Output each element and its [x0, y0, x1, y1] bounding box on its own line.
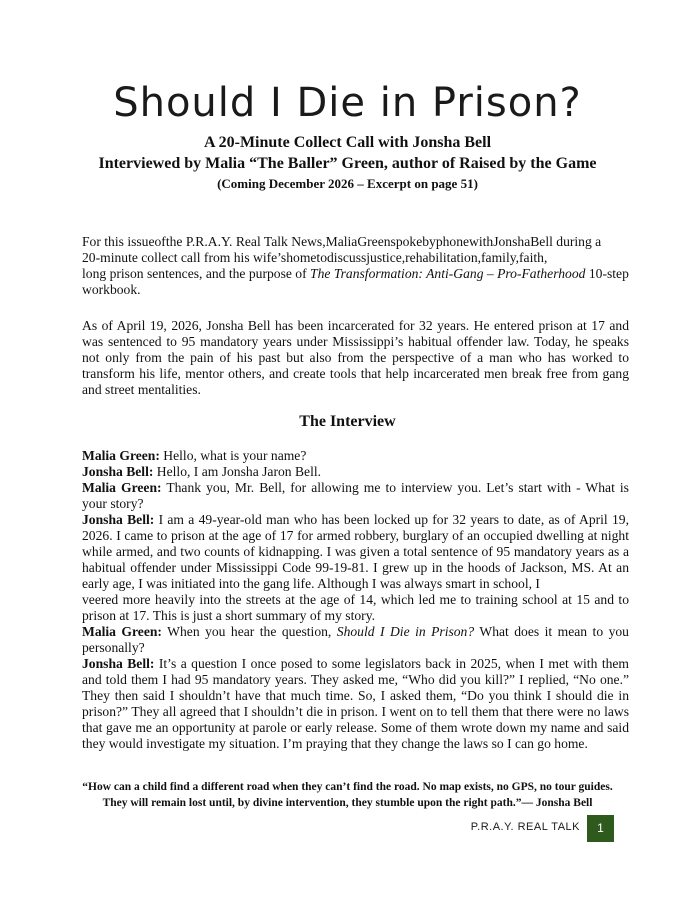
speaker-label: Malia Green:	[82, 448, 160, 463]
question-title: Should I Die in Prison?	[336, 624, 475, 639]
interview-turn	[82, 464, 629, 480]
speaker-label: Malia Green:	[82, 480, 162, 495]
section-heading: The Interview	[299, 413, 396, 430]
intro-line-2: 20-minute collect call from his wife’shometodiscussjustice,rehabilitation,family,faith,	[82, 250, 548, 265]
intro-line-1: For this issueofthe P.R.A.Y. Real Talk News,MaliaGreenspokebyphonewithJonshaBell during a	[82, 234, 602, 249]
intro-line-3-post: 10-step workbook.	[82, 266, 629, 297]
turn-text: What does it mean to you personally?	[82, 624, 629, 655]
interview-transcript	[82, 448, 629, 752]
quote-line-2: They will remain lost until, by divine intervention, they stumble upon the right path.”— Jonsha Bell	[102, 797, 593, 809]
byline: Interviewed by Malia “The Baller” Green, author of Raised by the Game	[98, 155, 597, 172]
interview-turn	[82, 448, 629, 464]
interview-turn	[82, 624, 629, 656]
quote-line-1: “How can a child find a different road when they can’t find the road. No map exists, no GPS, no tour guides.	[82, 781, 613, 793]
intro-line-3-pre: long prison sentences, and the purpose of	[82, 266, 311, 281]
interview-turn-continued: veered more heavily into the streets at the age of 14, which led me to training school at 15 and to prison at 17. This is just a short summary of my story.	[82, 592, 629, 623]
background-paragraph: As of April 19, 2026, Jonsha Bell has been incarcerated for 32 years. He entered prison at 17 and was sentenced to 95 mandatory years under Mississippi’s habitual offender law. Today, he speaks not only from the pain of his past but also from the perspective of a man who has worked to transform his life, mentor others, and create tools that help incarcerated men break free from gang and street mentalities.	[82, 318, 629, 397]
page-number-badge: 1	[587, 815, 614, 842]
speaker-label: Jonsha Bell:	[82, 512, 155, 527]
interview-turn	[82, 512, 629, 592]
turn-text: Hello, I am Jonsha Jaron Bell.	[153, 464, 322, 479]
speaker-label: Jonsha Bell:	[82, 656, 155, 671]
page-title: Should I Die in Prison?	[113, 80, 582, 126]
turn-text: I am a 49-year-old man who has been locked up for 32 years to date, as of April 19, 2026. I came to prison at the age of 17 for armed robbery, burglary of an occupied dwelling at night while armed, and two counts of kidnapping. I was given a total sentence of 95 mandatory years as a habitual offender under Mississippi Code 99-19-81. I grew up in the hoods of Jackson, MS. At an early age, I was initiated into the gang life. Although I was always smart in school, I	[82, 512, 629, 591]
intro-line-3	[82, 266, 629, 298]
interview-turn	[82, 656, 629, 752]
subtitle-block	[0, 132, 695, 193]
speaker-label: Jonsha Bell:	[82, 464, 154, 479]
workbook-title: The Transformation: Anti-Gang – Pro-Fatherhood	[310, 266, 586, 281]
intro-paragraph	[82, 234, 629, 298]
turn-text: When you hear the question,	[161, 624, 337, 639]
turn-text: Hello, what is your name?	[159, 448, 307, 463]
subtitle: A 20-Minute Collect Call with Jonsha Bell	[203, 134, 492, 151]
turn-text: It’s a question I once posed to some legislators back in 2025, when I met with them and told them I had 95 mandatory years. They asked me, “Who did you kill?” I replied, “No one.” They then said I shouldn’t have that much time. So, I asked them, “Do you think I should die in prison?” They all agreed that I shouldn’t die in prison. I went on to tell them that there were no laws that gave me an opportunity at parole or early release. Some of them wrote down my name and said they would investigate my situation. I’m praying that they change the laws so I can go home.	[82, 656, 630, 751]
speaker-label: Malia Green:	[82, 624, 162, 639]
footer-label: P.R.A.Y. REAL TALK	[470, 821, 580, 833]
publication-note: (Coming December 2026 – Excerpt on page 51)	[217, 176, 478, 191]
interview-turn	[82, 480, 629, 512]
pull-quote	[70, 779, 625, 811]
turn-text: Thank you, Mr. Bell, for allowing me to interview you. Let’s start with - What is your story?	[82, 480, 629, 511]
